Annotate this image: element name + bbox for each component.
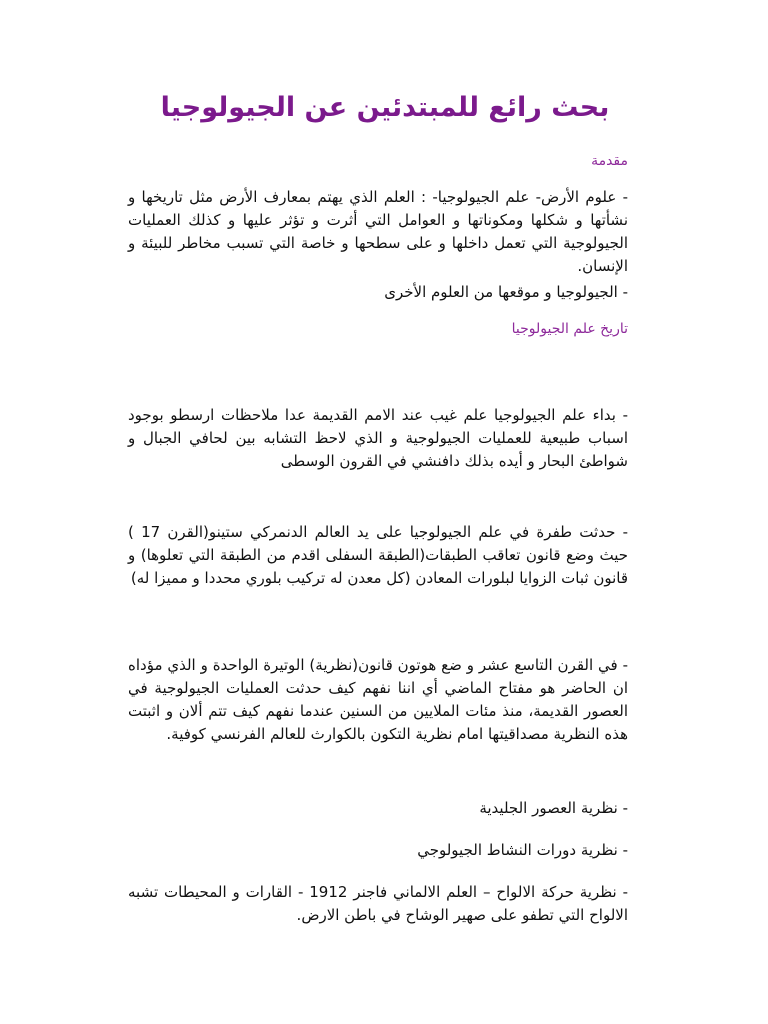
document-title: بحث رائع للمبتدئين عن الجيولوجيا — [160, 92, 610, 123]
history-heading: تاريخ علم الجيولوجيا — [511, 321, 628, 337]
intro-paragraph: - علوم الأرض- علم الجيولوجيا- : العلم الذي يهتم بمعارف الأرض مثل تاريخها و نشأتها و شكلها ومكوناتها و العوامل التي أثرت و تؤثر عليها و كذلك العمليات الجيولوجية التي تعمل داخلها و على سطحها و خاصة التي تسبب مخاطر للبيئة و الإنسان. — [128, 188, 628, 275]
theory-plate-movement: - نظرية حركة الالواح – العلم الالماني فاجنر 1912 - القارات و المحيطات تشبه الالواح التي تطفو على صهير الوشاح في باطن الارض. — [128, 883, 628, 924]
theory-ice-ages: - نظرية العصور الجليدية — [479, 799, 628, 817]
history-paragraph-hutton: - في القرن التاسع عشر و ضع هوتون قانون(نظرية) الوتيرة الواحدة و الذي مؤداه ان الحاضر هو مفتاح الماضي أي اننا نفهم كيف حدثت العمليات الجيولوجية في العصور القديمة، منذ مئات الملايين من السنين عندما نفهم كيف تتم ألان و اثبتت هذه النظرية مصداقيتها امام نظرية التكون بالكوارث للعالم الفرنسي كوفية. — [128, 656, 628, 743]
theory-geological-cycles: - نظرية دورات النشاط الجيولوجي — [417, 841, 628, 859]
geology-position-line: - الجيولوجيا و موقعها من العلوم الأخرى — [384, 283, 628, 301]
intro-heading: مقدمة — [591, 153, 628, 169]
history-paragraph-steno: - حدثت طفرة في علم الجيولوجيا على يد العالم الدنمركي ستينو(القرن 17 ) حيث وضع قانون تعاقب الطبقات(الطبقة السفلى اقدم من الطبقة التي تعلوها) و قانون ثبات الزوايا لبلورات المعادن (كل معدن له تركيب بلوري محددا و مميزا له) — [128, 523, 628, 587]
history-paragraph-aristotle: - بداء علم الجيولوجيا علم غيب عند الامم القديمة عدا ملاحظات ارسطو بوجود اسباب طبيعية للعمليات الجيولوجية و الذي لاحظ التشابه بين لحافي الجبال و شواطئ البحار و أيده بذلك دافنشي في القرون الوسطى — [128, 406, 628, 470]
